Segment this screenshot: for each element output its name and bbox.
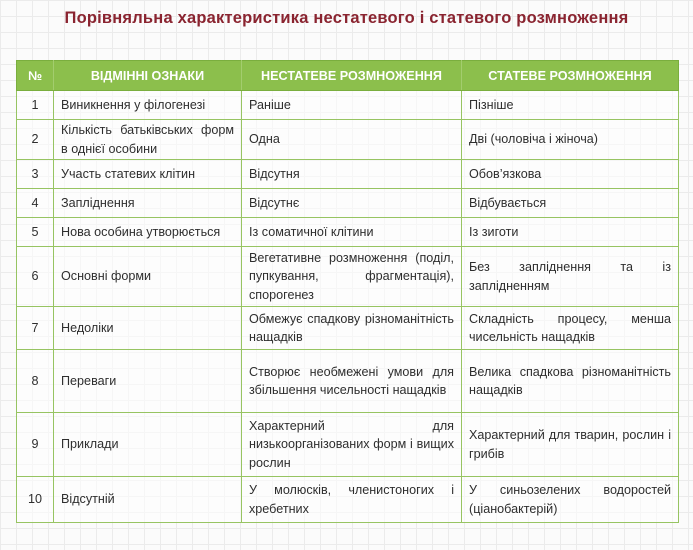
page-title: Порівняльна характеристика нестатевого і статевого розмноження — [64, 9, 629, 27]
row-sexual: У синьозелених водоростей (ціанобактерій) — [462, 477, 679, 523]
row-asexual: У молюсків, членистоногих і хребетних — [242, 477, 462, 523]
row-number: 4 — [17, 189, 54, 218]
row-asexual: Обмежує спадкову різноманітність нащадків — [242, 307, 462, 350]
row-number: 10 — [17, 477, 54, 523]
row-asexual: Характерний для низькоорганізованих форм і вищих рослин — [242, 413, 462, 477]
row-asexual: Вегетативне розмноження (поділ, пупкування, фрагментація), спорогенез — [242, 247, 462, 307]
row-number: 2 — [17, 120, 54, 160]
row-number: 5 — [17, 218, 54, 247]
row-feature: Запліднення — [54, 189, 242, 218]
row-asexual: Із соматичної клітини — [242, 218, 462, 247]
row-feature: Переваги — [54, 350, 242, 413]
row-number: 6 — [17, 247, 54, 307]
header-row — [17, 61, 679, 91]
row-feature: Відсутній — [54, 477, 242, 523]
row-sexual: Із зиготи — [462, 218, 679, 247]
table-row — [17, 477, 679, 523]
row-feature: Виникнення у філогенезі — [54, 91, 242, 120]
row-asexual: Відсутня — [242, 160, 462, 189]
row-sexual: Обов’язкова — [462, 160, 679, 189]
header-sexual: СТАТЕВЕ РОЗМНОЖЕННЯ — [462, 61, 679, 91]
row-feature: Основні форми — [54, 247, 242, 307]
row-sexual: Дві (чоловіча і жіноча) — [462, 120, 679, 160]
table-body — [17, 91, 679, 523]
header-number: № — [17, 61, 54, 91]
row-asexual: Раніше — [242, 91, 462, 120]
table-row — [17, 247, 679, 307]
row-number: 9 — [17, 413, 54, 477]
row-number: 3 — [17, 160, 54, 189]
row-sexual: Велика спадкова різноманітність нащадків — [462, 350, 679, 413]
row-feature: Нова особина утворюється — [54, 218, 242, 247]
table-header — [17, 61, 679, 91]
table-row — [17, 413, 679, 477]
row-asexual: Створює необмежені умови для збільшення чисельності нащадків — [242, 350, 462, 413]
row-feature: Приклади — [54, 413, 242, 477]
row-feature: Недоліки — [54, 307, 242, 350]
row-sexual: Відбувається — [462, 189, 679, 218]
table-row — [17, 307, 679, 350]
row-sexual: Характерний для тварин, рослин і грибів — [462, 413, 679, 477]
table-row — [17, 160, 679, 189]
comparison-table — [16, 60, 679, 523]
row-asexual: Одна — [242, 120, 462, 160]
row-feature: Участь статевих клітин — [54, 160, 242, 189]
row-sexual: Без запліднення та із заплідненням — [462, 247, 679, 307]
table-row — [17, 189, 679, 218]
row-sexual: Складність процесу, менша чисельність нащадків — [462, 307, 679, 350]
row-feature: Кількість батьківських форм в однієї особини — [54, 120, 242, 160]
table-row — [17, 218, 679, 247]
table-row — [17, 350, 679, 413]
row-sexual: Пізніше — [462, 91, 679, 120]
table-row — [17, 120, 679, 160]
row-asexual: Відсутнє — [242, 189, 462, 218]
row-number: 8 — [17, 350, 54, 413]
header-asexual: НЕСТАТЕВЕ РОЗМНОЖЕННЯ — [242, 61, 462, 91]
table-row — [17, 91, 679, 120]
header-features: ВІДМІННІ ОЗНАКИ — [54, 61, 242, 91]
row-number: 1 — [17, 91, 54, 120]
row-number: 7 — [17, 307, 54, 350]
